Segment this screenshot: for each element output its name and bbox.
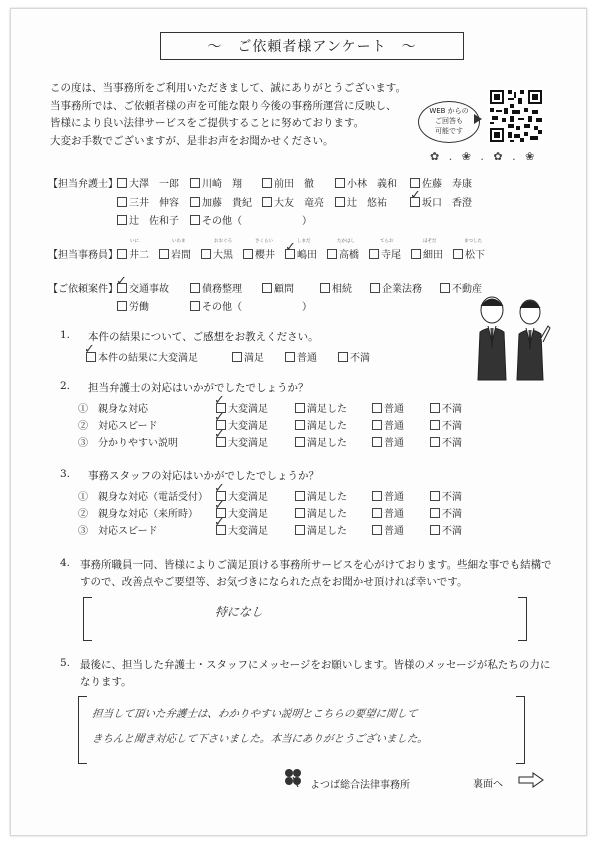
option-label: 普通 bbox=[384, 438, 404, 449]
lawyer-name: 川崎 翔 bbox=[202, 179, 242, 190]
question-2-text: 担当弁護士の対応はいかがでしたでしょうか？ bbox=[88, 382, 309, 394]
lawyer-name: 加藤 貴紀 bbox=[202, 198, 252, 209]
checkbox[interactable] bbox=[295, 508, 305, 518]
option-label: 大変満足 bbox=[228, 438, 268, 449]
arrow-right-icon[interactable] bbox=[518, 772, 544, 788]
answer-bracket-left bbox=[83, 597, 92, 641]
checkmark-icon: ✓ bbox=[285, 240, 296, 255]
option-label: 満足 bbox=[244, 353, 264, 364]
staff-name: 嶋田 bbox=[297, 250, 317, 261]
page-title bbox=[160, 32, 464, 60]
checkbox[interactable] bbox=[440, 283, 450, 293]
question-2-number: 2. bbox=[60, 380, 71, 392]
lawyer-option[interactable] bbox=[190, 175, 242, 190]
q1-option[interactable] bbox=[232, 349, 264, 364]
lawyer-option[interactable] bbox=[335, 194, 387, 209]
q2-row-label: ② 対応スピード bbox=[78, 421, 158, 432]
q2-row-label: ③ 分かりやすい説明 bbox=[78, 438, 178, 449]
web-note-line: ご回答も bbox=[435, 117, 463, 125]
checkbox[interactable] bbox=[335, 178, 345, 188]
lawyer-name: 大澤 一郎 bbox=[129, 179, 179, 190]
checkbox[interactable] bbox=[190, 301, 200, 311]
staff-ruby: いに bbox=[130, 239, 139, 244]
lawyer-option[interactable] bbox=[190, 194, 252, 209]
checkmark-icon: ✓ bbox=[410, 188, 421, 203]
checkbox[interactable] bbox=[430, 437, 440, 447]
q2-row-label: ① 親身な対応 bbox=[78, 404, 148, 415]
checkbox[interactable] bbox=[262, 197, 272, 207]
lawyer-option[interactable] bbox=[117, 194, 179, 209]
staff-ruby: いわま bbox=[172, 239, 186, 244]
question-3-number: 3. bbox=[60, 468, 71, 480]
checkbox[interactable] bbox=[295, 437, 305, 447]
other-label: その他（ ） bbox=[202, 302, 312, 313]
checkbox[interactable] bbox=[190, 178, 200, 188]
staff-name: 櫻井 bbox=[255, 250, 275, 261]
staff-ruby: てらお bbox=[380, 239, 394, 244]
checkbox[interactable] bbox=[430, 491, 440, 501]
title-text: ～ ご依頼者様アンケート ～ bbox=[207, 39, 417, 55]
checkbox[interactable] bbox=[369, 249, 379, 259]
lawyers-illustration bbox=[470, 292, 552, 384]
case-name: 相続 bbox=[332, 284, 352, 295]
checkbox[interactable] bbox=[190, 215, 200, 225]
option-label: 普通 bbox=[297, 353, 317, 364]
question-4-text-line: 事務所職員一同、皆様によりご満足頂ける事務所サービスを心がけております。些細な事でも結構で bbox=[80, 559, 552, 571]
checkmark-icon: ✓ bbox=[214, 410, 225, 425]
option-label: 満足した bbox=[307, 404, 347, 415]
checkbox[interactable] bbox=[411, 249, 421, 259]
checkbox[interactable] bbox=[295, 420, 305, 430]
checkbox[interactable] bbox=[201, 249, 211, 259]
staff-ruby: おおぐろ bbox=[214, 239, 232, 244]
option-label: 満足した bbox=[307, 421, 347, 432]
case-option[interactable] bbox=[262, 280, 294, 295]
lawyer-other-option[interactable] bbox=[190, 212, 312, 227]
option-label: 普通 bbox=[384, 404, 404, 415]
checkbox[interactable] bbox=[232, 352, 242, 362]
lawyer-option[interactable] bbox=[262, 175, 314, 190]
checkbox[interactable] bbox=[372, 437, 382, 447]
web-note-line: 可能です bbox=[435, 127, 463, 135]
staff-name: 井二 bbox=[129, 250, 149, 261]
staff-ruby: ほそだ bbox=[423, 239, 437, 244]
lawyer-name: 辻 佐和子 bbox=[129, 216, 179, 227]
intro-text bbox=[50, 80, 406, 150]
q2-option[interactable] bbox=[430, 434, 462, 449]
checkbox[interactable] bbox=[262, 283, 272, 293]
question-1-number: 1. bbox=[60, 329, 71, 341]
checkbox[interactable] bbox=[430, 525, 440, 535]
staff-option[interactable] bbox=[327, 246, 359, 261]
case-option[interactable] bbox=[117, 298, 149, 313]
lawyer-name: 佐藤 寿康 bbox=[422, 179, 472, 190]
case-name: 債務整理 bbox=[202, 284, 242, 295]
option-label: 不満 bbox=[442, 509, 462, 520]
option-label: 大変満足 bbox=[228, 492, 268, 503]
clover-logo-icon bbox=[282, 766, 304, 788]
staff-ruby: さくらい bbox=[255, 239, 273, 244]
option-label: 満足した bbox=[307, 438, 347, 449]
question-3-text: 事務スタッフの対応はいかがでしたでしょうか？ bbox=[88, 470, 319, 482]
checkbox[interactable] bbox=[453, 249, 463, 259]
checkmark-icon: ✓ bbox=[116, 274, 127, 289]
checkbox[interactable] bbox=[190, 283, 200, 293]
option-label: 普通 bbox=[384, 421, 404, 432]
staff-option[interactable] bbox=[411, 246, 443, 261]
lawyer-option[interactable] bbox=[117, 175, 179, 190]
option-label: 不満 bbox=[442, 404, 462, 415]
q4-handwritten-answer[interactable]: 特になし bbox=[214, 605, 264, 619]
answer-bracket-left bbox=[78, 696, 87, 764]
question-4-number: 4. bbox=[60, 557, 71, 569]
case-other-option[interactable] bbox=[190, 298, 312, 313]
checkmark-icon: ✓ bbox=[214, 393, 225, 408]
q3-option[interactable] bbox=[430, 505, 462, 520]
option-label: 不満 bbox=[350, 353, 370, 364]
option-label: 本件の結果に大変満足 bbox=[98, 353, 198, 364]
q3-option[interactable] bbox=[430, 522, 462, 537]
q1-option[interactable] bbox=[285, 349, 317, 364]
option-label: 満足した bbox=[307, 526, 347, 537]
staff-option[interactable] bbox=[117, 246, 149, 261]
case-option[interactable] bbox=[370, 280, 422, 295]
staff-option[interactable] bbox=[201, 246, 233, 261]
intro-line: この度は、当事務所をご利用いただきまして、誠にありがとうございます。 bbox=[50, 82, 406, 94]
lawyer-option[interactable] bbox=[335, 175, 397, 190]
q2-option[interactable] bbox=[372, 400, 404, 415]
lawyer-name: 小林 義和 bbox=[347, 179, 397, 190]
lawyer-option[interactable] bbox=[117, 212, 179, 227]
staff-option[interactable] bbox=[159, 246, 191, 261]
intro-line: 当事務所では、ご依頼者様の声を可能な限り今後の事務所運営に反映し、 bbox=[50, 99, 397, 112]
q3-option[interactable] bbox=[372, 522, 404, 537]
option-label: 大変満足 bbox=[228, 509, 268, 520]
staff-name: 松下 bbox=[465, 250, 485, 261]
q3-option[interactable] bbox=[372, 505, 404, 520]
q1-option[interactable] bbox=[338, 349, 370, 364]
checkbox[interactable] bbox=[117, 249, 127, 259]
q2-option[interactable] bbox=[372, 434, 404, 449]
case-label: 【ご依頼案件】 bbox=[48, 284, 118, 295]
checkbox[interactable] bbox=[430, 508, 440, 518]
web-answer-bubble bbox=[418, 101, 480, 143]
staff-name: 大黒 bbox=[213, 250, 233, 261]
q3-option[interactable] bbox=[295, 522, 347, 537]
case-name: 交通事故 bbox=[129, 284, 169, 295]
checkbox[interactable] bbox=[285, 352, 295, 362]
case-option[interactable] bbox=[190, 280, 242, 295]
option-label: 満足した bbox=[307, 492, 347, 503]
staff-label: 【担当事務員】 bbox=[48, 250, 118, 261]
staff-option[interactable] bbox=[453, 246, 485, 261]
q2-option[interactable] bbox=[372, 417, 404, 432]
back-page-label[interactable]: 裏面へ bbox=[473, 779, 503, 790]
checkbox[interactable] bbox=[335, 197, 345, 207]
checkmark-icon: ✓ bbox=[214, 481, 225, 496]
option-label: 不満 bbox=[442, 438, 462, 449]
staff-name: 寺尾 bbox=[381, 250, 401, 261]
q3-row-label: ③ 対応スピード bbox=[78, 526, 158, 537]
checkbox[interactable] bbox=[320, 283, 330, 293]
checkbox[interactable] bbox=[410, 178, 420, 188]
lawyer-name: 三井 伸容 bbox=[129, 198, 179, 209]
checkbox[interactable] bbox=[430, 420, 440, 430]
case-option[interactable] bbox=[320, 280, 352, 295]
q2-option[interactable] bbox=[295, 434, 347, 449]
question-5-text-line: なります。 bbox=[80, 676, 132, 688]
q2-option[interactable] bbox=[295, 417, 347, 432]
question-1-text: 本件の結果について、ご感想をお教えください。 bbox=[88, 331, 319, 343]
checkbox[interactable] bbox=[117, 301, 127, 311]
checkbox[interactable] bbox=[295, 525, 305, 535]
checkbox[interactable] bbox=[190, 197, 200, 207]
case-name: 顧問 bbox=[274, 284, 294, 295]
checkbox[interactable] bbox=[372, 420, 382, 430]
option-label: 大変満足 bbox=[228, 404, 268, 415]
case-name: 不動産 bbox=[452, 284, 482, 295]
case-name: 労働 bbox=[129, 302, 149, 313]
q3-option[interactable] bbox=[372, 488, 404, 503]
checkbox[interactable] bbox=[372, 491, 382, 501]
option-label: 不満 bbox=[442, 526, 462, 537]
q3-option[interactable] bbox=[295, 505, 347, 520]
lawyer-label: 【担当弁護士】 bbox=[48, 179, 118, 190]
case-name: 企業法務 bbox=[382, 284, 422, 295]
answer-bracket-right bbox=[516, 696, 525, 764]
option-label: 普通 bbox=[384, 526, 404, 537]
staff-name: 岩間 bbox=[171, 250, 191, 261]
checkmark-icon: ✓ bbox=[84, 342, 95, 357]
checkbox[interactable] bbox=[117, 215, 127, 225]
checkbox[interactable] bbox=[117, 178, 127, 188]
checkbox[interactable] bbox=[117, 197, 127, 207]
q2-option[interactable] bbox=[430, 400, 462, 415]
checkbox[interactable] bbox=[430, 403, 440, 413]
intro-line: 皆様により良い法律サービスをご提供することに努めております。 bbox=[50, 117, 365, 129]
option-label: 普通 bbox=[384, 492, 404, 503]
checkbox[interactable] bbox=[327, 249, 337, 259]
office-name: よつば総合法律事務所 bbox=[310, 780, 410, 791]
q5-handwritten-line[interactable]: きちんと聞き対応して下さいました。本当にありがとうございました。 bbox=[91, 733, 429, 745]
q3-row-label: ① 親身な対応（電話受付） bbox=[78, 492, 208, 503]
lawyer-option[interactable] bbox=[262, 194, 324, 209]
q2-option[interactable] bbox=[295, 400, 347, 415]
staff-option[interactable] bbox=[243, 246, 275, 261]
checkbox[interactable] bbox=[372, 403, 382, 413]
intro-line: 大変お手数でございますが、是非お声をお聞かせください。 bbox=[50, 134, 334, 147]
option-label: 満足した bbox=[307, 509, 347, 520]
question-5-number: 5. bbox=[60, 657, 71, 669]
checkbox[interactable] bbox=[372, 525, 382, 535]
checkmark-icon: ✓ bbox=[214, 498, 225, 513]
q3-row-label: ② 親身な対応（来所時） bbox=[78, 509, 198, 520]
option-label: 大変満足 bbox=[228, 526, 268, 537]
answer-bracket-right bbox=[518, 597, 527, 641]
flower-decoration: ✿ . ❀ . ✿ . ❀ bbox=[430, 150, 538, 163]
other-label: その他（ ） bbox=[202, 216, 312, 227]
checkmark-icon: ✓ bbox=[214, 427, 225, 442]
lawyer-name: 辻 悠祐 bbox=[347, 198, 387, 209]
qr-code-icon[interactable] bbox=[488, 88, 544, 144]
staff-ruby: たかはし bbox=[337, 239, 355, 244]
q5-handwritten-line[interactable]: 担当して頂いた弁護士は、わかりやすい説明とこちらの要望に関して bbox=[91, 708, 419, 720]
checkbox[interactable] bbox=[295, 403, 305, 413]
staff-name: 高橋 bbox=[339, 250, 359, 261]
checkbox[interactable] bbox=[295, 491, 305, 501]
staff-ruby: しまだ bbox=[297, 239, 311, 244]
lawyer-name: 前田 徹 bbox=[274, 179, 314, 190]
staff-ruby: まつした bbox=[464, 239, 482, 244]
checkbox[interactable] bbox=[262, 178, 272, 188]
lawyer-name: 坂口 香澄 bbox=[422, 198, 472, 209]
checkbox[interactable] bbox=[243, 249, 253, 259]
q3-option[interactable] bbox=[295, 488, 347, 503]
staff-option[interactable] bbox=[369, 246, 401, 261]
q1-option-checked[interactable] bbox=[86, 349, 198, 364]
option-label: 不満 bbox=[442, 421, 462, 432]
q3-option[interactable] bbox=[430, 488, 462, 503]
web-note-line: WEB からの bbox=[429, 107, 469, 115]
lawyer-name: 大友 竜亮 bbox=[274, 198, 324, 209]
q2-option[interactable] bbox=[430, 417, 462, 432]
checkbox[interactable] bbox=[159, 249, 169, 259]
question-5-text-line: 最後に、担当した弁護士・スタッフにメッセージをお願いします。皆様のメッセージが私たちの力に bbox=[80, 659, 551, 671]
checkbox[interactable] bbox=[372, 508, 382, 518]
option-label: 大変満足 bbox=[228, 421, 268, 432]
checkbox[interactable] bbox=[338, 352, 348, 362]
option-label: 不満 bbox=[442, 492, 462, 503]
staff-name: 細田 bbox=[423, 250, 443, 261]
checkmark-icon: ✓ bbox=[214, 515, 225, 530]
checkbox[interactable] bbox=[370, 283, 380, 293]
option-label: 普通 bbox=[384, 509, 404, 520]
question-4-text-line: すので、改善点やご要望等、お気づきになられた点をお聞かせ頂ければ幸いです。 bbox=[80, 576, 468, 588]
